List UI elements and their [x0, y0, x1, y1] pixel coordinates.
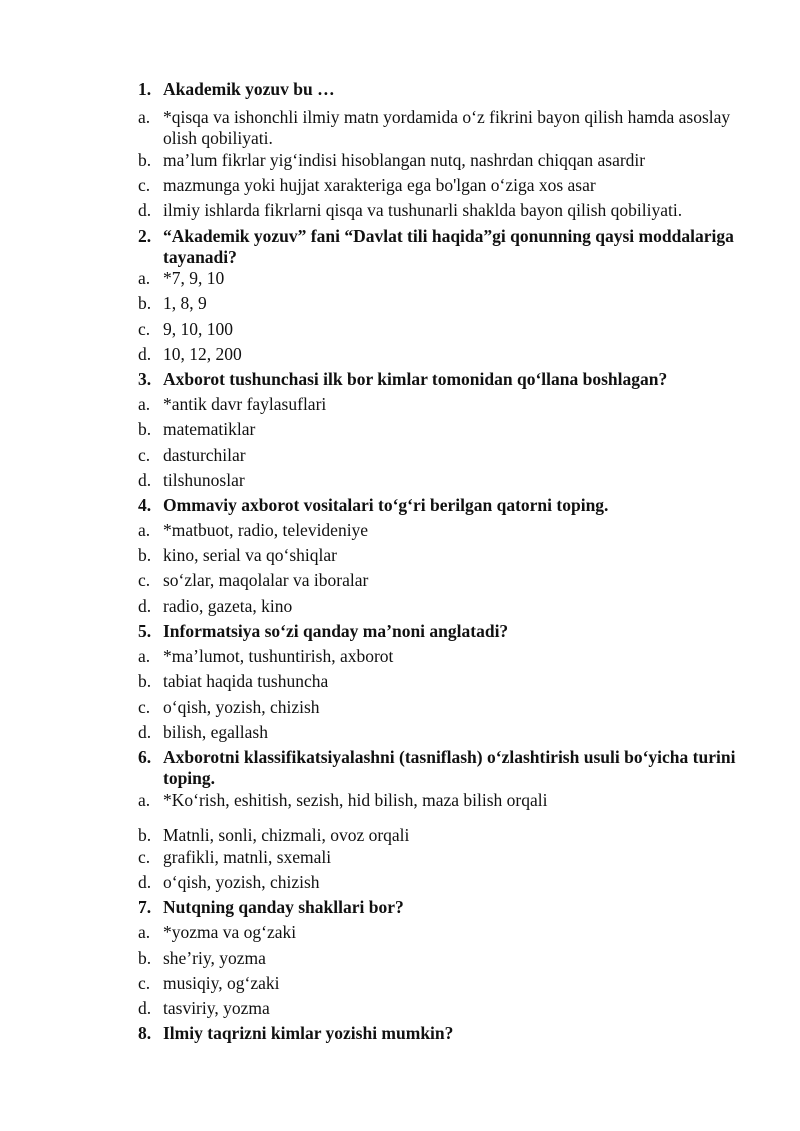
question-number: 4.: [138, 495, 152, 515]
question-text: Axborot tushunchasi ilk bor kimlar tomonidan qo‘llana boshlagan?: [163, 369, 668, 389]
option-7b: [138, 948, 738, 969]
option-text: o‘qish, yozish, chizish: [163, 872, 320, 892]
option-letter: b.: [138, 293, 152, 313]
option-text: *7, 9, 10: [163, 268, 225, 288]
question-number: 5.: [138, 621, 152, 641]
option-4d: [138, 596, 738, 617]
option-letter: c.: [138, 319, 151, 339]
question-text: Nutqning qanday shakllari bor?: [163, 897, 404, 917]
option-text: *matbuot, radio, televideniye: [163, 520, 369, 540]
option-2d: [138, 344, 738, 365]
option-5b: [138, 671, 738, 692]
option-text: ma’lum fikrlar yig‘indisi hisoblangan nutq, nashrdan chiqqan asardir: [163, 150, 646, 170]
option-1b: [138, 150, 738, 171]
option-text: ilmiy ishlarda fikrlarni qisqa va tushunarli shaklda bayon qilish qobiliyati.: [163, 200, 683, 220]
option-letter: c.: [138, 973, 151, 993]
option-letter: d.: [138, 344, 152, 364]
option-letter: b.: [138, 825, 152, 845]
option-letter: c.: [138, 570, 151, 590]
option-5d: [138, 722, 738, 743]
option-letter: d.: [138, 722, 152, 742]
option-4c: [138, 570, 738, 591]
option-letter: a.: [138, 790, 151, 810]
option-text: *ma’lumot, tushuntirish, axborot: [163, 646, 394, 666]
option-letter: d.: [138, 596, 152, 616]
option-letter: b.: [138, 671, 152, 691]
option-letter: b.: [138, 150, 152, 170]
option-letter: a.: [138, 394, 151, 414]
question-text: Akademik yozuv bu …: [163, 79, 335, 99]
option-3d: [138, 470, 738, 491]
option-letter: a.: [138, 922, 151, 942]
question-1: [138, 79, 738, 100]
question-text: Axborotni klassifikatsiyalashni (tasniflash) o‘zlashtirish usuli bo‘yicha turini toping.: [163, 747, 736, 788]
option-letter: a.: [138, 107, 151, 127]
option-letter: b.: [138, 948, 152, 968]
option-text: kino, serial va qo‘shiqlar: [163, 545, 337, 565]
option-text: dasturchilar: [163, 445, 246, 465]
question-number: 3.: [138, 369, 152, 389]
question-number: 1.: [138, 79, 152, 99]
question-text: Ilmiy taqrizni kimlar yozishi mumkin?: [163, 1023, 454, 1043]
option-7d: [138, 998, 738, 1019]
option-letter: d.: [138, 470, 152, 490]
option-letter: d.: [138, 200, 152, 220]
option-text: matematiklar: [163, 419, 256, 439]
option-5a: [138, 646, 738, 667]
option-letter: b.: [138, 419, 152, 439]
option-4b: [138, 545, 738, 566]
option-letter: a.: [138, 268, 151, 288]
option-7a: [138, 922, 738, 943]
option-letter: a.: [138, 520, 151, 540]
option-2b: [138, 293, 738, 314]
option-6c: [138, 847, 738, 868]
question-number: 2.: [138, 226, 152, 246]
option-7c: [138, 973, 738, 994]
question-text: Ommaviy axborot vositalari to‘g‘ri berilgan qatorni toping.: [163, 495, 609, 515]
question-number: 6.: [138, 747, 152, 767]
option-letter: c.: [138, 445, 151, 465]
option-2c: [138, 319, 738, 340]
option-text: musiqiy, og‘zaki: [163, 973, 280, 993]
question-number: 8.: [138, 1023, 152, 1043]
question-2: [138, 226, 738, 268]
option-1c: [138, 175, 738, 196]
option-6a: [138, 790, 738, 811]
option-6b: [138, 825, 738, 846]
option-2a: [138, 268, 738, 289]
option-letter: c.: [138, 697, 151, 717]
option-text: 9, 10, 100: [163, 319, 233, 339]
option-3c: [138, 445, 738, 466]
option-text: o‘qish, yozish, chizish: [163, 697, 320, 717]
option-text: tasviriy, yozma: [163, 998, 270, 1018]
question-5: [138, 621, 738, 642]
option-1a: [138, 107, 738, 149]
option-text: *qisqa va ishonchli ilmiy matn yordamida o‘z fikrini bayon qilish hamda asoslay olish qobiliyati.: [163, 107, 731, 148]
option-6d: [138, 872, 738, 893]
option-text: bilish, egallash: [163, 722, 268, 742]
option-text: she’riy, yozma: [163, 948, 266, 968]
option-text: grafikli, matnli, sxemali: [163, 847, 332, 867]
question-8: [138, 1023, 738, 1044]
question-text: Informatsiya so‘zi qanday ma’noni anglatadi?: [163, 621, 509, 641]
question-4: [138, 495, 738, 516]
option-5c: [138, 697, 738, 718]
question-3: [138, 369, 738, 390]
question-6: [138, 747, 738, 789]
option-text: tabiat haqida tushuncha: [163, 671, 329, 691]
option-text: *antik davr faylasuflari: [163, 394, 327, 414]
option-letter: b.: [138, 545, 152, 565]
option-text: 1, 8, 9: [163, 293, 207, 313]
question-text: “Akademik yozuv” fani “Davlat tili haqida”gi qonunning qaysi moddalariga tayanadi?: [163, 226, 734, 267]
option-letter: a.: [138, 646, 151, 666]
option-4a: [138, 520, 738, 541]
question-number: 7.: [138, 897, 152, 917]
option-text: so‘zlar, maqolalar va iboralar: [163, 570, 369, 590]
option-3a: [138, 394, 738, 415]
option-letter: c.: [138, 847, 151, 867]
option-letter: d.: [138, 998, 152, 1018]
option-text: Matnli, sonli, chizmali, ovoz orqali: [163, 825, 410, 845]
option-letter: c.: [138, 175, 151, 195]
option-3b: [138, 419, 738, 440]
question-7: [138, 897, 738, 918]
option-text: 10, 12, 200: [163, 344, 242, 364]
option-text: radio, gazeta, kino: [163, 596, 293, 616]
option-text: *yozma va og‘zaki: [163, 922, 297, 942]
option-text: tilshunoslar: [163, 470, 245, 490]
option-text: mazmunga yoki hujjat xarakteriga ega bo'lgan o‘ziga xos asar: [163, 175, 596, 195]
option-1d: [138, 200, 738, 221]
option-letter: d.: [138, 872, 152, 892]
option-text: *Ko‘rish, eshitish, sezish, hid bilish, maza bilish orqali: [163, 790, 548, 810]
